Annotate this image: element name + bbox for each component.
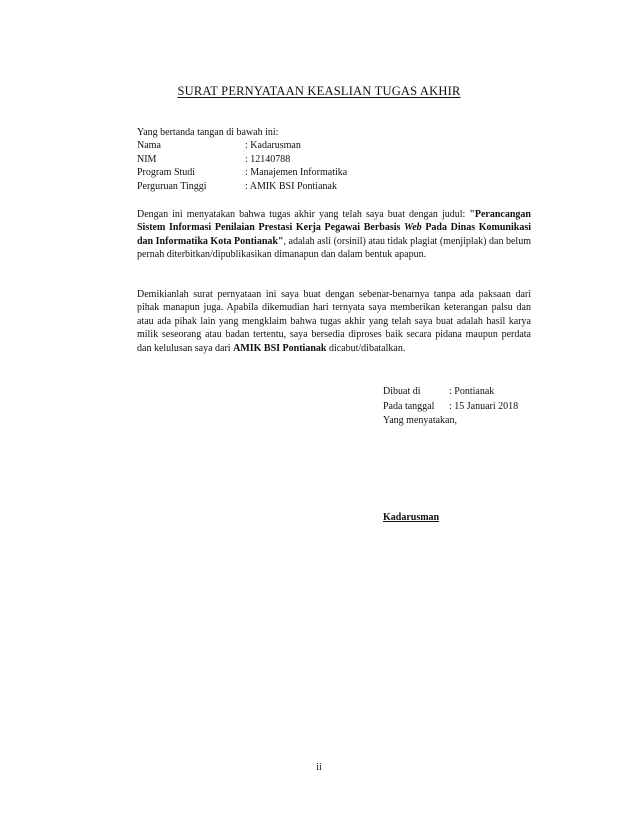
identity-label: Perguruan Tinggi: [137, 180, 207, 192]
signature-date-row: [383, 400, 518, 415]
intro-line: Yang bertanda tangan di bawah ini:: [137, 127, 279, 138]
declaration-lead: Dengan ini menyatakan bahwa tugas akhir yang telah saya buat dengan judul:: [137, 209, 466, 220]
statement-institution: AMIK BSI Pontianak: [233, 342, 327, 354]
identity-value: : AMIK BSI Pontianak: [245, 180, 337, 192]
signer-name: Kadarusman: [383, 512, 440, 523]
declaration-paragraph: [137, 208, 531, 262]
statement-text: Demikianlah surat pernyataan ini saya buat dengan sebenar-benarnya tanpa ada paksaan dari pihak manapun juga. Apabila dikemudian hari ternyata saya memberikan keterangan palsu dan atau ada pihak lain yang mengklaim bahwa tugas akhir yang telah saya buat adalah hasil karya milik seseorang atau badan tertentu, saya bersedia diproses baik secara pidana maupun perdata dan kelulusan saya dari: [137, 289, 531, 354]
declaration-tail: , adalah asli (orsinil) atau tidak plagiat (menjiplak) dan belum pernah diterbitkan/dipublikasikan dimanapun dan dalam bentuk apapun.: [137, 235, 531, 261]
identity-label: Program Studi: [137, 167, 196, 179]
thesis-title-part2: Pada Dinas Komunikasi dan Informatika Kota Pontianak": [137, 222, 531, 247]
document-title-text: SURAT PERNYATAAN KEASLIAN TUGAS AKHIR: [177, 84, 461, 98]
signature-place-row: [383, 385, 518, 400]
identity-row-name: [137, 139, 531, 152]
statement-tail: dicabut/dibatalkan.: [326, 342, 406, 354]
thesis-title-italic: Web: [404, 222, 422, 234]
identity-row-institution: [137, 180, 531, 193]
signature-date-label: Pada tanggal: [383, 400, 435, 412]
signature-place-label: Dibuat di: [383, 386, 421, 397]
document-title: [0, 84, 638, 99]
page-number: ii: [316, 762, 322, 773]
identity-label: Nama: [137, 140, 161, 152]
identity-row-program: [137, 166, 531, 179]
identity-block: [137, 126, 531, 193]
identity-row-nim: [137, 153, 531, 166]
statement-paragraph: [137, 288, 531, 355]
identity-value: : 12140788: [245, 153, 291, 165]
signature-closing: Yang menyatakan,: [383, 415, 457, 427]
identity-value: : Manajemen Informatika: [245, 167, 348, 179]
signature-date-value: : 15 Januari 2018: [449, 400, 519, 412]
signature-place-value: : Pontianak: [449, 386, 495, 397]
signature-block: [383, 385, 518, 429]
identity-label: NIM: [137, 153, 157, 165]
thesis-title-part1: "Perancangan Sistem Informasi Penilaian Prestasi Kerja Pegawai Berbasis: [137, 209, 531, 234]
identity-value: : Kadarusman: [245, 140, 301, 152]
